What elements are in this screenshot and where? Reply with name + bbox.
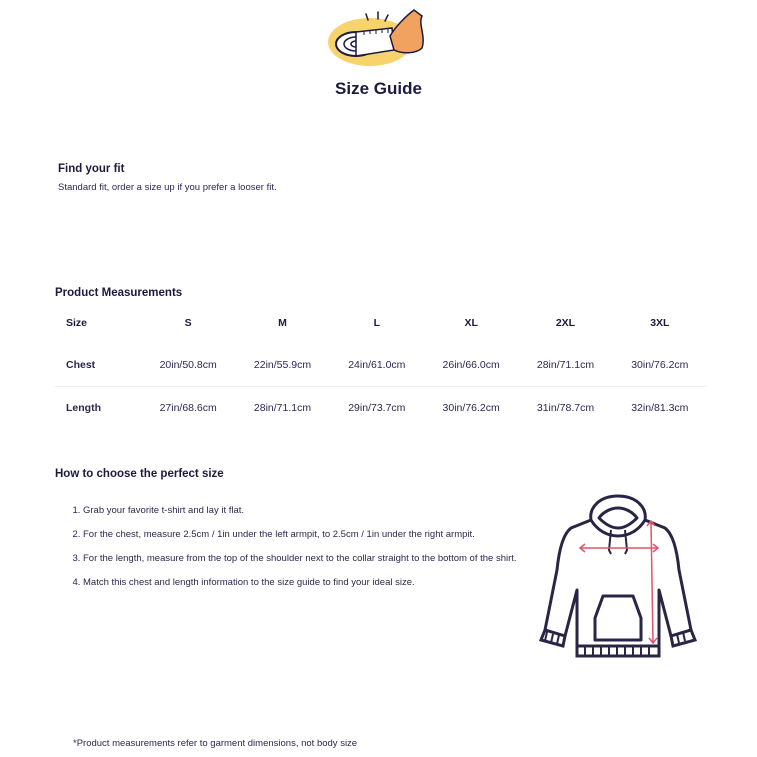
table-cell: 22in/55.9cm (235, 344, 329, 387)
measurements-table (55, 302, 707, 429)
column-header: 3XL (650, 317, 670, 329)
column-header: XL (464, 317, 478, 329)
table-row (55, 387, 707, 430)
footnote: *Product measurements refer to garment dimensions, not body size (73, 738, 358, 749)
list-item: 3. For the length, measure from the top of the shoulder next to the collar straight to the bottom of the shirt. (83, 550, 563, 568)
table-header-row (55, 302, 707, 344)
list-item: 2. For the chest, measure 2.5cm / 1in under the left armpit, to 2.5cm / 1in under the right armpit. (83, 526, 563, 544)
table-cell: 20in/50.8cm (141, 344, 235, 387)
column-header: L (373, 317, 381, 329)
table-cell: 29in/73.7cm (348, 402, 406, 414)
row-label: Chest (55, 344, 141, 387)
table-cell: 30in/76.2cm (442, 402, 500, 414)
hoodie-illustration-icon (533, 490, 703, 662)
column-header: S (184, 317, 192, 329)
list-item: 1. Grab your favorite t-shirt and lay it flat. (83, 502, 563, 520)
measuring-tape-icon (326, 6, 430, 70)
howto-steps (55, 502, 563, 598)
table-cell: 28in/71.1cm (518, 344, 612, 387)
table-cell: 31in/78.7cm (536, 402, 595, 414)
fit-description: Standard fit, order a size up if you prefer a looser fit. (58, 182, 277, 193)
row-label: Length (66, 402, 101, 414)
table-cell: 24in/61.0cm (330, 344, 424, 387)
measurements-heading: Product Measurements (55, 287, 183, 299)
table-row (55, 344, 707, 387)
table-cell: 26in/66.0cm (424, 344, 518, 387)
table-cell: 30in/76.2cm (613, 344, 707, 387)
fit-heading: Find your fit (58, 163, 125, 175)
table-cell: 32in/81.3cm (631, 402, 689, 414)
column-header: Size (66, 317, 88, 329)
page-title: Size Guide (335, 79, 422, 98)
list-item: 4. Match this chest and length information to the size guide to find your ideal size. (83, 574, 563, 592)
table-cell: 28in/71.1cm (253, 402, 312, 414)
column-header: M (278, 317, 287, 329)
table-cell: 27in/68.6cm (159, 402, 217, 414)
howto-heading: How to choose the perfect size (55, 468, 224, 480)
column-header: 2XL (555, 317, 576, 329)
